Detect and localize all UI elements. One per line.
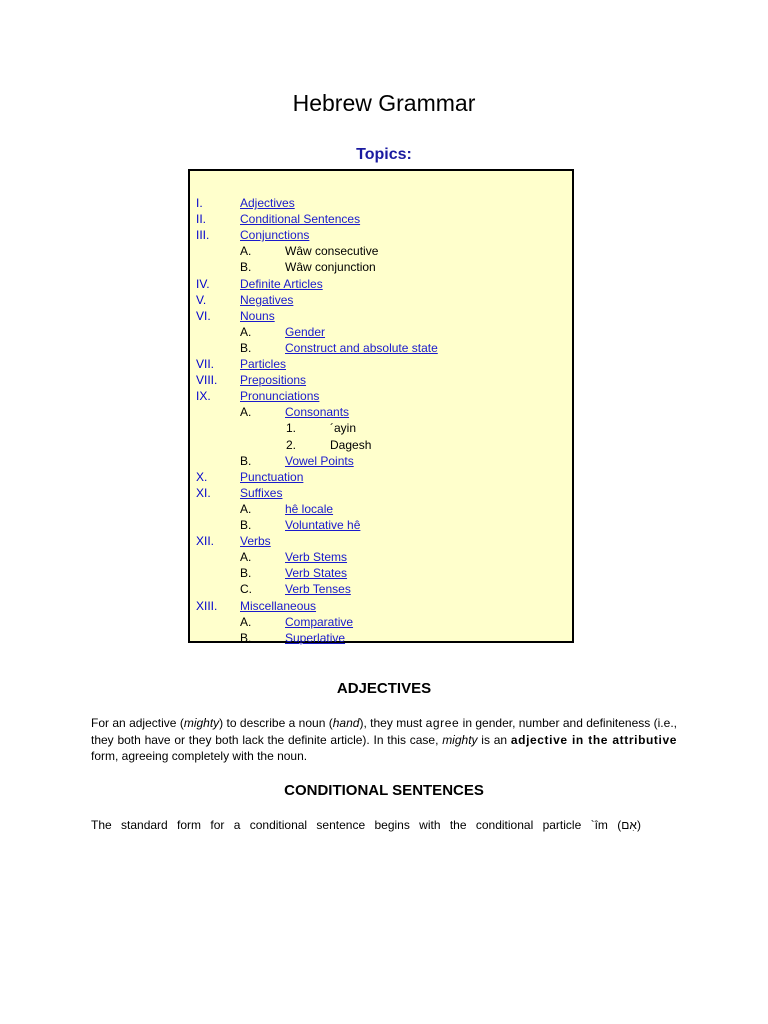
toc-item-number: B. xyxy=(240,260,252,275)
toc-item-link[interactable]: Conjunctions xyxy=(240,228,310,243)
toc-item-link[interactable]: Nouns xyxy=(240,308,275,323)
toc-item-link[interactable]: hê locale xyxy=(285,501,334,516)
topics-heading: Topics: xyxy=(356,146,412,163)
toc-item[interactable] xyxy=(190,630,570,646)
toc-item-number: 1. xyxy=(286,421,297,436)
toc-item-link[interactable]: Vowel Points xyxy=(285,453,354,468)
toc-item-link[interactable]: Verb Stems xyxy=(285,550,348,565)
toc-item-number: A. xyxy=(240,614,252,629)
toc-item[interactable] xyxy=(190,453,570,469)
toc-item[interactable] xyxy=(190,292,570,308)
toc-item-number: A. xyxy=(240,244,252,259)
toc-item-link[interactable]: Comparative xyxy=(285,614,354,629)
toc-item-number: B. xyxy=(240,566,252,581)
spaced-term: agree xyxy=(425,716,460,730)
italic-term: mighty xyxy=(442,732,478,747)
toc-item-number: XI. xyxy=(196,485,211,500)
toc-item-number: X. xyxy=(196,469,208,484)
toc-item-number: 2. xyxy=(286,437,297,452)
toc-item[interactable] xyxy=(190,517,570,533)
toc-item-link[interactable]: Construct and absolute state xyxy=(285,340,438,355)
toc-item-link[interactable]: Verbs xyxy=(240,534,271,549)
adjectives-heading: ADJECTIVES xyxy=(336,680,432,697)
toc-item-number: VIII. xyxy=(196,373,218,388)
toc-item[interactable] xyxy=(190,598,570,614)
text-run: For an adjective ( xyxy=(91,716,184,730)
toc-item[interactable] xyxy=(190,549,570,565)
toc-item[interactable] xyxy=(190,308,570,324)
toc-item-link[interactable]: Adjectives xyxy=(240,196,295,210)
toc-item-link[interactable]: Gender xyxy=(285,324,326,339)
toc-item-link[interactable]: Prepositions xyxy=(240,373,307,388)
toc-item-label: Wâw conjunction xyxy=(285,260,376,275)
toc-item[interactable] xyxy=(190,404,570,420)
text-run: ), they must xyxy=(359,716,426,730)
page-title: Hebrew Grammar xyxy=(292,90,476,116)
toc-item-number: IV. xyxy=(196,276,210,291)
toc-item-number: III. xyxy=(196,228,210,243)
toc-item[interactable] xyxy=(190,533,570,549)
toc-item-link[interactable]: Verb States xyxy=(285,566,348,581)
toc-item-number: B. xyxy=(240,518,252,532)
toc-item-number: B. xyxy=(240,630,252,645)
toc-item-label: Wâw consecutive xyxy=(285,244,379,259)
toc-item[interactable] xyxy=(190,324,570,340)
conditional-sentences-heading: CONDITIONAL SENTENCES xyxy=(284,782,484,799)
toc-item[interactable] xyxy=(190,469,570,485)
toc-item[interactable] xyxy=(190,276,570,292)
toc-item-link[interactable]: Suffixes xyxy=(240,485,283,500)
toc-item-number: C. xyxy=(240,582,252,597)
toc-item-link[interactable]: Consonants xyxy=(285,405,350,420)
italic-term: hand xyxy=(332,716,360,730)
toc-item-link[interactable]: Pronunciations xyxy=(240,389,320,404)
toc-item-number: XII. xyxy=(196,534,215,549)
toc-item[interactable] xyxy=(190,565,570,581)
toc-item-number: VII. xyxy=(196,357,215,371)
toc-item[interactable] xyxy=(190,340,570,356)
adjectives-paragraph xyxy=(91,715,677,765)
toc-item-number: A. xyxy=(240,550,252,565)
bold-term: adjective in the attributive xyxy=(510,732,678,747)
toc-item[interactable] xyxy=(190,388,570,404)
toc-item-link[interactable]: Negatives xyxy=(240,292,294,307)
toc-item[interactable] xyxy=(190,485,570,501)
toc-item-link[interactable]: Superlative xyxy=(285,630,346,645)
table-of-contents xyxy=(188,169,574,643)
toc-item xyxy=(190,420,570,436)
toc-item[interactable] xyxy=(190,195,570,211)
toc-item-number: B. xyxy=(240,340,252,355)
toc-item-number: II. xyxy=(196,212,207,227)
toc-item-number: A. xyxy=(240,405,252,420)
toc-item xyxy=(190,243,570,259)
toc-item-number: V. xyxy=(196,292,207,307)
toc-item[interactable] xyxy=(190,211,570,227)
toc-item-number: VI. xyxy=(196,308,211,323)
toc-item-number: B. xyxy=(240,453,252,468)
toc-item[interactable] xyxy=(190,614,570,630)
toc-item-number: IX. xyxy=(196,389,211,404)
text-run: ) to describe a noun ( xyxy=(219,716,333,730)
toc-item[interactable] xyxy=(190,581,570,597)
text-run: in gender, number and definiteness (i.e., they both have or they both lack the definite article). In this case, xyxy=(91,716,677,747)
toc-item-number: XIII. xyxy=(196,598,218,613)
toc-item-number: A. xyxy=(240,501,252,516)
italic-term: mighty xyxy=(183,716,220,730)
text-run: form, agreeing completely with the noun. xyxy=(91,749,308,763)
toc-item[interactable] xyxy=(190,501,570,517)
toc-item-label: ´ayin xyxy=(330,421,357,436)
toc-item-label: Dagesh xyxy=(330,437,372,452)
toc-item[interactable] xyxy=(190,372,570,388)
toc-item[interactable] xyxy=(190,356,570,372)
toc-item[interactable] xyxy=(190,227,570,243)
toc-item-number: I. xyxy=(196,196,203,210)
toc-item-link[interactable]: Punctuation xyxy=(240,469,304,484)
toc-item-link[interactable]: Definite Articles xyxy=(240,276,323,291)
toc-item-link[interactable]: Voluntative hê xyxy=(285,518,361,532)
toc-item-link[interactable]: Conditional Sentences xyxy=(240,212,361,227)
toc-item-number: A. xyxy=(240,324,252,339)
text-run: is an xyxy=(477,732,511,747)
toc-item-link[interactable]: Verb Tenses xyxy=(285,582,351,597)
toc-item xyxy=(190,437,570,453)
toc-item-link[interactable]: Particles xyxy=(240,357,287,371)
toc-item-link[interactable]: Miscellaneous xyxy=(240,598,317,613)
conditional-paragraph: The standard form for a conditional sentence begins with the conditional particle `îm (אִם) xyxy=(91,818,641,832)
toc-item xyxy=(190,259,570,275)
